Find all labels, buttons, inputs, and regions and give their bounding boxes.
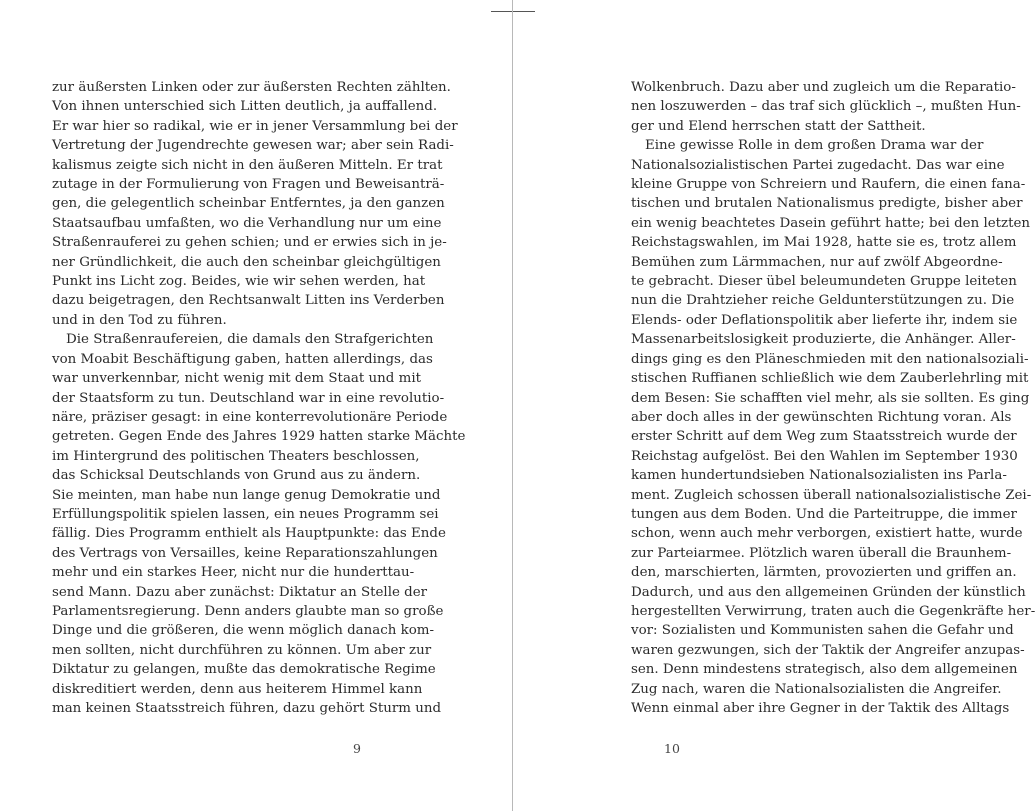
right-page-text [631,78,1035,718]
text-line: dem Besen: Sie schafften viel mehr, als sie sollten. Es ging [631,390,1030,406]
text-line: von Moabit Beschäftigung gaben, hatten allerdings, das [52,351,433,367]
text-line: zutage in der Formulierung von Fragen und Beweisanträ- [52,177,445,193]
text-line: men sollten, nicht durchführen zu können. Um aber zur [52,642,432,658]
text-line: ein wenig beachtetes Dasein geführt hatte; bei den letzten [631,215,1031,231]
text-line: Zug nach, waren die Nationalsozialisten die Angreifer. [631,681,1002,697]
text-line: der Staatsform zu tun. Deutschland war in eine revolutio- [52,390,445,406]
text-line: gen, die gelegentlich scheinbar Entferntes, ja den ganzen [52,196,445,212]
text-line: mehr und ein starkes Heer, nicht nur die hunderttau- [52,565,415,581]
text-line: und in den Tod zu führen. [52,312,227,328]
text-line: Staatsaufbau umfaßten, wo die Verhandlung nur um eine [52,215,442,231]
text-line: Vertretung der Jugendrechte gewesen war; aber sein Radi- [52,138,454,154]
text-line: kamen hundertundsieben Nationalsozialisten ins Parla- [631,468,1007,484]
text-line: tischen und brutalen Nationalismus predigte, bisher aber [631,196,1023,212]
text-line: Bemühen zum Lärmmachen, nur auf zwölf Abgeordne- [631,254,1003,270]
text-line: dings ging es den Pläneschmieden mit den nationalsoziali- [631,351,1029,367]
text-line: schon, wenn auch mehr verborgen, existiert hatte, wurde [631,526,1023,542]
text-line: Dadurch, und aus den allgemeinen Gründen der künstlich [631,584,1026,600]
text-line: fällig. Dies Programm enthielt als Hauptpunkte: das Ende [52,526,446,542]
text-line: vor: Sozialisten und Kommunisten sahen die Gefahr und [631,623,1014,639]
text-line: Diktatur zu gelangen, mußte das demokratische Regime [52,662,436,678]
text-line: Punkt ins Licht zog. Beides, wie wir sehen werden, hat [52,274,426,290]
text-line: getreten. Gegen Ende des Jahres 1929 hatten starke Mächte [52,429,466,445]
text-line: nen loszuwerden – das traf sich glücklich –, mußten Hun- [631,99,1021,115]
text-line: Dinge und die größeren, die wenn möglich danach kom- [52,623,435,639]
text-line: des Vertrags von Versailles, keine Reparationszahlungen [52,545,438,561]
text-line: ment. Zugleich schossen überall nationalsozialistische Zei- [631,487,1032,503]
text-line: Straßenrauferei zu gehen schien; und er erwies sich in je- [52,235,447,251]
text-line: zur Parteiarmee. Plötzlich waren überall die Braunhem- [631,545,1012,561]
page-number-left: 9 [353,741,361,756]
text-line: Sie meinten, man habe nun lange genug Demokratie und [52,487,441,503]
text-line: hergestellten Verwirrung, traten auch die Gegenkräfte her- [631,603,1035,619]
page-spine-divider [512,0,513,811]
left-page-text [52,78,466,718]
text-line: Parlamentsregierung. Denn anders glaubte man so große [52,603,444,619]
text-line: Eine gewisse Rolle in dem großen Drama war der [645,138,984,154]
text-line: Reichstag aufgelöst. Bei den Wahlen im September 1930 [631,448,1018,464]
text-line: das Schicksal Deutschlands von Grund aus zu ändern. [52,468,421,484]
text-line: dazu beigetragen, den Rechtsanwalt Litten ins Verderben [52,293,445,309]
text-line: tungen aus dem Boden. Und die Parteitruppe, die immer [631,506,1017,522]
text-line: den, marschierten, lärmten, provozierten und griffen an. [631,565,1017,581]
text-line: ner Gründlichkeit, die auch den scheinbar gleichgültigen [52,254,441,270]
crop-mark [491,11,535,12]
text-line: im Hintergrund des politischen Theaters beschlossen, [52,448,420,464]
text-line: Erfüllungspolitik spielen lassen, ein neues Programm sei [52,506,439,522]
text-line: näre, präziser gesagt: in eine konterrevolutionäre Periode [52,409,448,425]
text-line: Elends- oder Deflationspolitik aber lieferte ihr, indem sie [631,312,1018,328]
text-line: zur äußersten Linken oder zur äußersten Rechten zählten. [52,80,451,95]
text-line: Nationalsozialistischen Partei zugedacht. Das war eine [631,157,1005,173]
text-line: Die Straßenraufereien, die damals den Strafgerichten [66,332,434,348]
text-line: nun die Drahtzieher reiche Geldunterstützungen zu. Die [631,293,1015,309]
text-line: ger und Elend herrschen statt der Sattheit. [631,118,926,134]
text-line: Massenarbeitslosigkeit produzierte, die Anhänger. Aller- [631,332,1016,348]
text-line: waren gezwungen, sich der Taktik der Angreifer anzupas- [631,642,1025,658]
text-line: Wenn einmal aber ihre Gegner in der Taktik des Alltags [631,701,1010,716]
page-number-right: 10 [664,741,680,756]
text-line: Von ihnen unterschied sich Litten deutlich, ja auffallend. [52,99,438,115]
text-line: man keinen Staatsstreich führen, dazu gehört Sturm und [52,701,442,716]
text-line: Er war hier so radikal, wie er in jener Versammlung bei der [52,118,458,134]
text-line: send Mann. Dazu aber zunächst: Diktatur an Stelle der [52,584,428,600]
text-line: kleine Gruppe von Schreiern und Raufern, die einen fana- [631,177,1026,193]
text-line: erster Schritt auf dem Weg zum Staatsstreich wurde der [631,429,1017,445]
text-line: Wolkenbruch. Dazu aber und zugleich um die Reparatio- [631,80,1016,95]
text-line: kalismus zeigte sich nicht in den äußeren Mitteln. Er trat [52,157,443,173]
text-line: diskreditiert werden, denn aus heiterem Himmel kann [52,681,423,697]
text-line: war unverkennbar, nicht wenig mit dem Staat und mit [52,371,421,387]
text-line: sen. Denn mindestens strategisch, also dem allgemeinen [631,662,1018,678]
text-line: stischen Ruffianen schließlich wie dem Zauberlehrling mit [631,371,1029,387]
text-line: te gebracht. Dieser übel beleumundeten Gruppe leiteten [631,274,1017,290]
text-line: aber doch alles in der gewünschten Richtung voran. Als [631,409,1012,425]
text-line: Reichstagswahlen, im Mai 1928, hatte sie es, trotz allem [631,235,1017,251]
